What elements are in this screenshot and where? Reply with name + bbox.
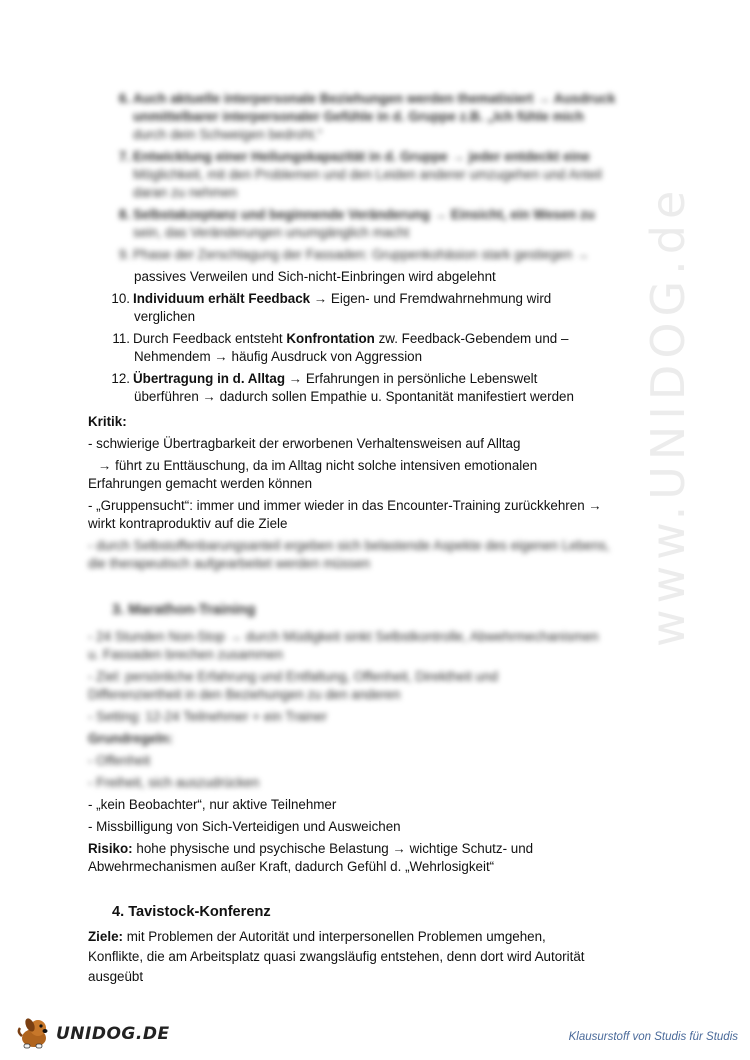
blurred-top-section	[108, 90, 668, 264]
tavistock-section	[88, 902, 678, 986]
list-item-9-continuation: passives Verweilen und Sich-nicht-Einbringen wird abgelehnt	[134, 269, 496, 284]
kritik-line: wirkt kontraproduktiv auf die Ziele	[88, 516, 288, 531]
marathon-line: u. Fassaden brechen zusammen	[88, 647, 284, 662]
list-item-12-continuation: überführen → dadurch sollen Empathie u. Spontanität manifestiert werden	[134, 389, 574, 404]
dog-icon	[16, 1016, 56, 1050]
risiko-continuation: Abwehrmechanismen außer Kraft, dadurch Gefühl d. „Wehrlosigkeit“	[88, 859, 495, 874]
marathon-heading: 3. Marathon-Training	[112, 602, 256, 618]
list-item-11: 11. Durch Feedback entsteht Konfrontation zw. Feedback-Gebendem und –	[112, 331, 569, 346]
list-item-11-continuation: Nehmendem → häufig Ausdruck von Aggression	[134, 349, 423, 364]
blurred-line: 6. Auch aktuelle interpersonale Beziehungen werden thematisiert → Ausdruck	[118, 91, 616, 106]
blurred-line: durch dein Schweigen bedroht.“	[133, 127, 323, 142]
blurred-line: sein, das Veränderungen unumgänglich macht	[133, 225, 410, 240]
kritik-line-blurred: die therapeutisch aufgearbeitet werden müssen	[88, 556, 371, 571]
marathon-line: - Offenheit	[88, 753, 151, 768]
kritik-line: - „Gruppensucht“: immer und immer wieder in das Encounter-Training zurückkehren →	[88, 498, 602, 513]
blurred-line: 7. Entwicklung einer Heilungskapazität in d. Gruppe → jeder entdeckt eine	[118, 149, 590, 164]
marathon-section	[88, 600, 678, 876]
marathon-line: - Ziel: persönliche Erfahrung und Entfaltung, Offenheit, Direktheit und	[88, 669, 498, 684]
kritik-line: - schwierige Übertragbarkeit der erworbenen Verhaltensweisen auf Alltag	[88, 436, 521, 451]
tavistock-ziele: Ziele: mit Problemen der Autorität und interpersonellen Problemen umgehen,	[88, 929, 546, 944]
unidog-logo	[16, 1016, 170, 1050]
marathon-line: - 24 Stunden Non-Stop → durch Müdigkeit sinkt Selbstkontrolle, Abwehrmechanismen	[88, 629, 599, 644]
risiko-label: Risiko:	[88, 841, 133, 856]
marathon-rule: - „kein Beobachter“, nur aktive Teilnehmer	[88, 797, 337, 812]
blurred-line: unmittelbarer interpersonaler Gefühle in d. Gruppe z.B. „Ich fühle mich	[133, 109, 584, 124]
marathon-line: Differenziertheit in den Beziehungen zu den anderen	[88, 687, 401, 702]
tavistock-heading: 4. Tavistock-Konferenz	[112, 904, 271, 920]
watermark: www.UNIDOG.de	[641, 184, 695, 647]
tavistock-line: Konflikte, die am Arbeitsplatz quasi zwangsläufig entstehen, denn dort wird Autorität	[88, 949, 585, 964]
list-item-10: 10. Individuum erhält Feedback → Eigen- und Fremdwahrnehmung wird	[111, 291, 552, 306]
tavistock-line: ausgeübt	[88, 969, 144, 984]
kritik-line: Erfahrungen gemacht werden können	[88, 476, 313, 491]
blurred-line: 8. Selbstakzeptanz und beginnende Veränderung → Einsicht, ein Wesen zu	[118, 207, 595, 222]
list-item-12: 12. Übertragung in d. Alltag → Erfahrungen in persönliche Lebenswelt	[111, 371, 538, 386]
footer-tagline: Klausurstoff von Studis für Studis	[568, 1031, 738, 1043]
marathon-line: - Setting: 12-24 Teilnehmer + ein Trainer	[88, 709, 328, 724]
blurred-line: daran zu nehmen	[133, 185, 238, 200]
kritik-title: Kritik:	[88, 414, 127, 429]
kritik-section	[88, 413, 678, 573]
risiko-line: Risiko: hohe physische und psychische Belastung → wichtige Schutz- und	[88, 841, 534, 856]
blurred-line: Möglichkeit, mit den Problemen und den Leiden anderer umzugehen und Anteil	[133, 167, 602, 182]
kritik-line-blurred: - durch Selbstoffenbarungsanteil ergeben sich belastende Aspekte des eigenen Lebens,	[88, 538, 610, 553]
logo-text: UNIDOG.DE	[56, 1024, 170, 1044]
marathon-line: Grundregeln:	[88, 731, 173, 746]
list-section	[108, 268, 668, 406]
list-item-10-continuation: verglichen	[134, 309, 196, 324]
blurred-line: 9. Phase der Zerschlagung der Fassaden: Gruppenkohäsion stark gestiegen →	[118, 247, 590, 262]
marathon-rule: - Missbilligung von Sich-Verteidigen und Ausweichen	[88, 819, 401, 834]
ziele-label: Ziele:	[88, 929, 123, 944]
marathon-line: - Freiheit, sich auszudrücken	[88, 775, 260, 790]
kritik-line: → führt zu Enttäuschung, da im Alltag nicht solche intensiven emotionalen	[98, 458, 538, 473]
